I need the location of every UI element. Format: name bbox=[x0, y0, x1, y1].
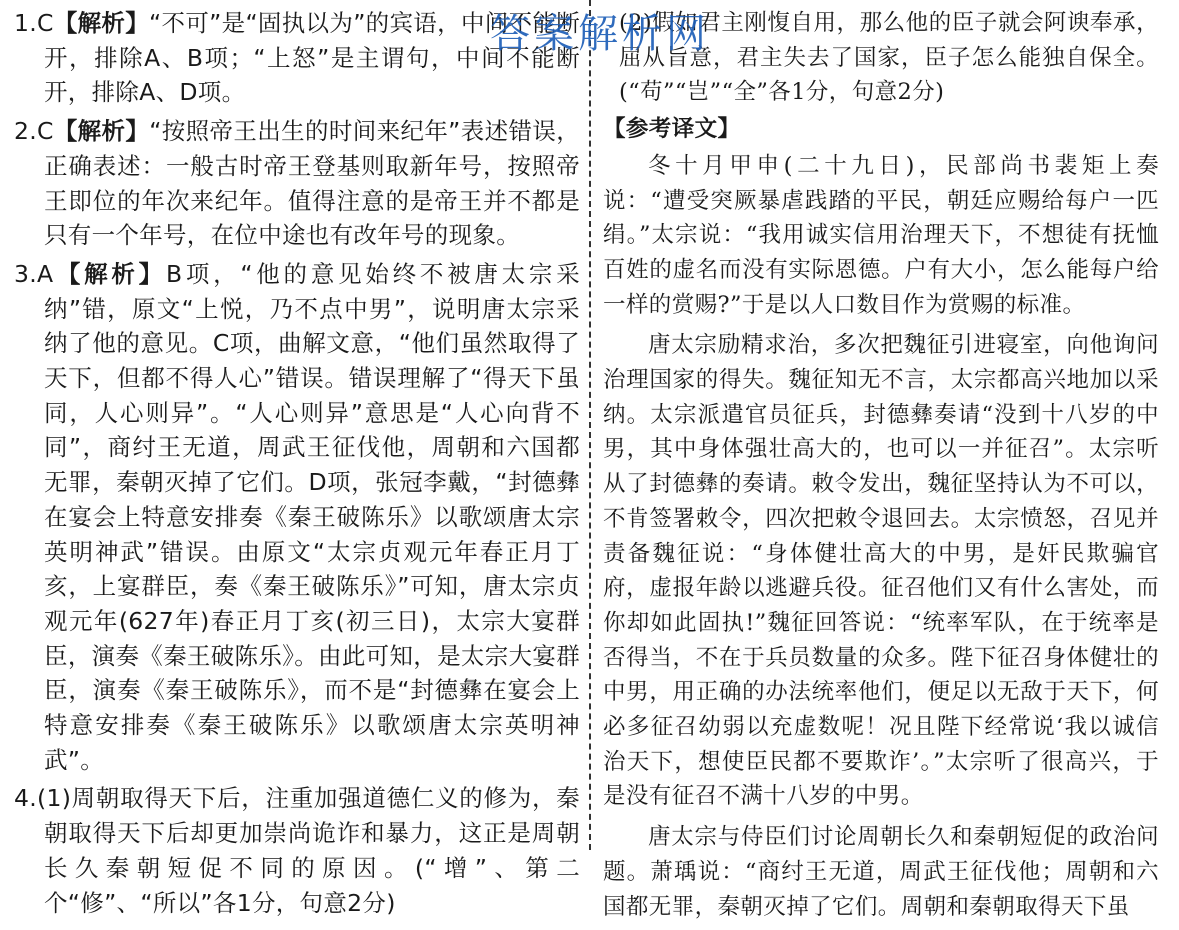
watermark: 答案解析网 bbox=[490, 11, 710, 57]
left-column bbox=[14, 6, 580, 924]
item-number: 2.C bbox=[14, 117, 54, 146]
item-text: B项，“他的意见始终不被唐太宗采纳”错，原文“上悦，乃不点中男”，说明唐太宗采纳了他的意见。C项，曲解文意，“他们虽然取得了天下，但都不得人心”错误。错误理解了“得天下虽同，人心则异”。“人心则异”意思是“人心向背不同”，商纣王无道，周武王征伐他，周朝和六国都无罪，秦朝灭掉了它们。D项，张冠李戴，“封德彝在宴会上特意安排奏《秦王破陈乐》以歌颂唐太宗英明神武”错误。由原文“太宗贞观元年春正月丁亥，上宴群臣，奏《秦王破陈乐》”可知，唐太宗贞观元年(627年)春正月丁亥(初三日)，太宗大宴群臣，演奏《秦王破陈乐》。由此可知，是太宗大宴群臣，演奏《秦王破陈乐》，而不是“封德彝在宴会上特意安排奏《秦王破陈乐》以歌颂唐太宗英明神武”。 bbox=[44, 259, 580, 774]
item-text: “不可”是“固执以为”的宾语，中间不能断开，排除A、B项；“上怒”是主谓句，中间不能断开，排除A、D项。 bbox=[44, 9, 580, 107]
translation-paragraph-2: 唐太宗励精求治，多次把魏征引进寝室，向他询问治理国家的得失。魏征知无不言，太宗都高兴地加以采纳。太宗派遣官员征兵，封德彝奏请“没到十八岁的中男，其中身体强壮高大的，也可以一并征召”。太宗听从了封德彝的奏请。敕令发出，魏征坚持认为不可以，不肯签署敕令，四次把敕令退回去。太宗愤怒，召见并责备魏征说：“身体健壮高大的中男，是奸民欺骗官府，虚报年龄以逃避兵役。征召他们又有什么害处，而你却如此固执!”魏征回答说：“统率军队，在于统率是否得当，不在于兵员数量的众多。陛下征召身体健壮的中男，用正确的办法统率他们，便足以无敌于天下，何必多征召幼弱以充虚数呢！况且陛下经常说‘我以诚信治天下，想使臣民都不要欺诈’。”太宗听了很高兴，于是没有征召不满十八岁的中男。 bbox=[603, 332, 1159, 810]
item-text: “按照帝王出生的时间来纪年”表述错误，正确表述：一般古时帝王登基则取新年号，按照帝王即位的年次来纪年。值得注意的是帝王并不都是只有一个年号，在位中途也有改年号的现象。 bbox=[44, 117, 580, 250]
analysis-tag: 【解析】 bbox=[53, 259, 166, 288]
column-divider bbox=[589, 0, 591, 850]
item-number: 1.C bbox=[14, 9, 54, 37]
translation-heading: 【参考译文】 bbox=[603, 116, 741, 143]
item-text: (1)周朝取得天下后，注重加强道德仁义的修为，秦朝取得天下后却更加崇尚诡诈和暴力，这正是周朝长久秦朝短促不同的原因。(“增”、第二个“修”、“所以”各1分，句意2分) bbox=[37, 784, 580, 917]
right-column bbox=[603, 6, 1159, 930]
answer-item-2 bbox=[14, 114, 580, 253]
translation-paragraph-3: 唐太宗与侍臣们讨论周朝长久和秦朝短促的政治问题。萧瑀说：“商纣王无道，周武王征伐他；周朝和六国都无罪，秦朝灭掉了它们。周朝和秦朝取得天下虽 bbox=[603, 824, 1159, 920]
analysis-tag: 【解析】 bbox=[53, 9, 150, 37]
item-number: 3.A bbox=[14, 259, 54, 288]
answer-item-4-continuation: (2)假如君主刚愎自用，那么他的臣子就会阿谀奉承，屈从旨意，君主失去了国家，臣子怎么能独自保全。(“苟”“岂”“全”各1分，句意2分) bbox=[619, 10, 1159, 106]
analysis-tag: 【解析】 bbox=[53, 117, 150, 146]
answer-item-3 bbox=[14, 257, 580, 778]
translation-paragraph-1: 冬十月甲申(二十九日)，民部尚书裴矩上奏说：“遭受突厥暴虐践踏的平民，朝廷应赐给每户一匹绢。”太宗说：“我用诚实信用治理天下，不想徒有抚恤百姓的虚名而没有实际恩德。户有大小，怎么能每户给一样的赏赐?”于是以人口数目作为赏赐的标准。 bbox=[603, 152, 1159, 318]
item-number: 4. bbox=[14, 784, 38, 813]
answer-item-4 bbox=[14, 781, 580, 920]
